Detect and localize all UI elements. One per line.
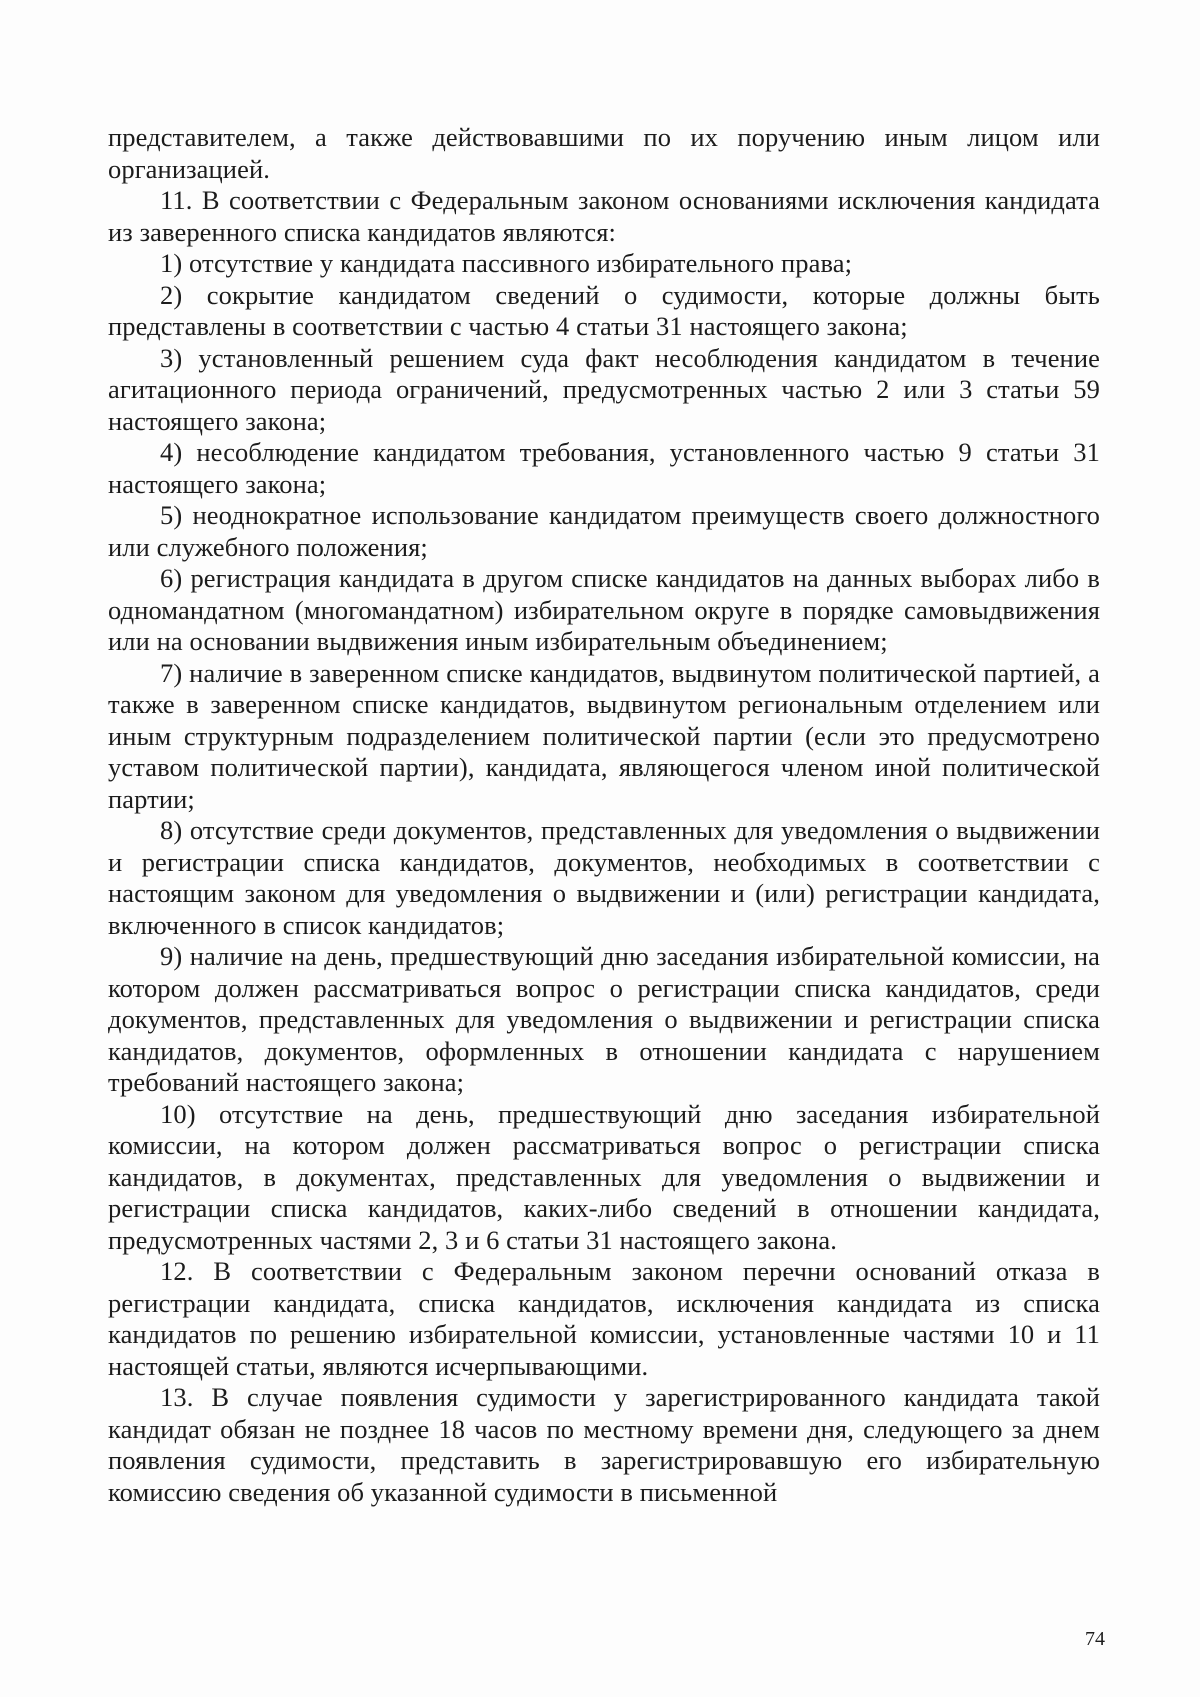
paragraph-item-9: 9) наличие на день, предшествующий дню заседания избирательной комиссии, на котором должен рассматриваться вопрос о регистрации списка кандидатов, среди документов, представленных для уведомления о выдвижении и регистрации списка кандидатов, документов, оформленных в отношении кандидата с нарушением требований настоящего закона; <box>108 941 1100 1097</box>
paragraph-item-2: 2) сокрытие кандидатом сведений о судимости, которые должны быть представлены в соответствии с частью 4 статьи 31 настоящего закона; <box>108 279 1100 341</box>
paragraph-item-3: 3) установленный решением суда факт несоблюдения кандидатом в течение агитационного периода ограничений, предусмотренных частью 2 или 3 статьи 59 настоящего закона; <box>108 342 1100 436</box>
paragraph-item-5: 5) неоднократное использование кандидатом преимуществ своего должностного или служебного положения; <box>108 500 1100 562</box>
page-number: 74 <box>1085 1628 1105 1650</box>
paragraph-clause-11: 11. В соответствии с Федеральным законом основаниями исключения кандидата из заверенного списка кандидатов являются: <box>108 185 1100 247</box>
paragraph-continuation: представителем, а также действовавшими по их поручению иным лицом или организацией. <box>108 122 1100 184</box>
paragraph-clause-13: 13. В случае появления судимости у зарегистрированного кандидата такой кандидат обязан не позднее 18 часов по местному времени дня, следующего за днем появления судимости, представить в зарегистрировавшую его избирательную комиссию сведения об указанной судимости в письменной <box>108 1382 1100 1507</box>
document-body <box>108 122 1100 1508</box>
paragraph-clause-12: 12. В соответствии с Федеральным законом перечни оснований отказа в регистрации кандидата, списка кандидатов, исключения кандидата из списка кандидатов по решению избирательной комиссии, установленные частями 10 и 11 настоящей статьи, являются исчерпывающими. <box>108 1256 1100 1381</box>
paragraph-item-1: 1) отсутствие у кандидата пассивного избирательного права; <box>160 248 853 278</box>
paragraph-item-7: 7) наличие в заверенном списке кандидатов, выдвинутом политической партией, а также в заверенном списке кандидатов, выдвинутом региональным отделением или иным структурным подразделением политической партии (если это предусмотрено уставом политической партии), кандидата, являющегося членом иной политической партии; <box>108 657 1100 814</box>
paragraph-item-6: 6) регистрация кандидата в другом списке кандидатов на данных выборах либо в одномандатном (многомандатном) избирательном округе в порядке самовыдвижения или на основании выдвижения иным избирательным объединением; <box>108 563 1100 656</box>
paragraph-item-10: 10) отсутствие на день, предшествующий дню заседания избирательной комиссии, на котором должен рассматриваться вопрос о регистрации списка кандидатов, в документах, представленных для уведомления о выдвижении и регистрации списка кандидатов, каких-либо сведений в отношении кандидата, предусмотренных частями 2, 3 и 6 статьи 31 настоящего закона. <box>108 1098 1100 1255</box>
paragraph-item-4: 4) несоблюдение кандидатом требования, установленного частью 9 статьи 31 настоящего закона; <box>108 437 1100 499</box>
paragraph-item-8: 8) отсутствие среди документов, представленных для уведомления о выдвижении и регистрации списка кандидатов, документов, необходимых в соответствии с настоящим законом для уведомления о выдвижении и (или) регистрации кандидата, включенного в список кандидатов; <box>108 815 1100 940</box>
